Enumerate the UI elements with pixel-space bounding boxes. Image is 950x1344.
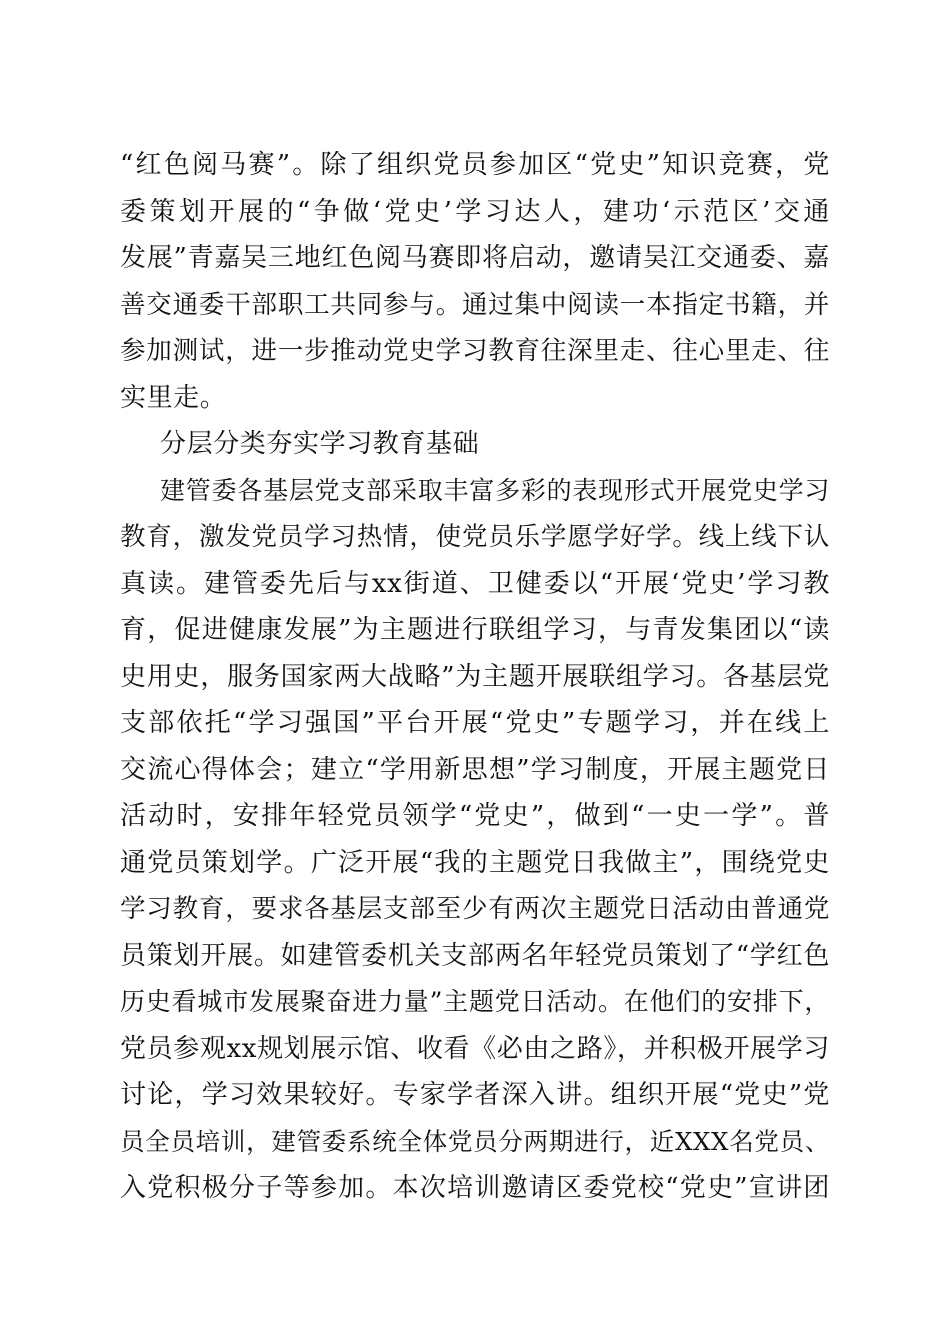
text-line: 参加测试，进一步推动党史学习教育往深里走、往心里走、往 (120, 336, 830, 366)
text-line: 活动时，安排年轻党员领学“党史”，做到“一史一学”。普 (120, 801, 830, 831)
document-body (120, 142, 830, 1212)
text-line: 建管委各基层党支部采取丰富多彩的表现形式开展党史学习 (160, 475, 830, 505)
text-line: 讨论，学习效果较好。专家学者深入讲。组织开展“党史”党 (120, 1080, 830, 1110)
text-line: 史用史，服务国家两大战略”为主题开展联组学习。各基层党 (120, 661, 830, 692)
text-line: 支部依托“学习强国”平台开展“党史”专题学习，并在线上 (120, 708, 830, 738)
text-line: 发展”青嘉吴三地红色阅马赛即将启动，邀请吴江交通委、嘉 (120, 243, 830, 273)
text-line: 员策划开展。如建管委机关支部两名年轻党员策划了“学红色 (120, 940, 830, 971)
text-line: 学习教育，要求各基层支部至少有两次主题党日活动由普通党 (120, 894, 830, 924)
text-line: 善交通委干部职工共同参与。通过集中阅读一本指定书籍，并 (120, 289, 830, 320)
text-line: 入党积极分子等参加。本次培训邀请区委党校“党史”宣讲团 (120, 1173, 830, 1203)
text-line: “红色阅马赛”。除了组织党员参加区“党史”知识竞赛，党 (120, 150, 830, 180)
text-line: 教育，激发党员学习热情，使党员乐学愿学好学。线上线下认 (120, 522, 830, 552)
text-line: 委策划开展的“争做‘党史’学习达人，建功‘示范区’交通 (120, 196, 830, 227)
text-line: 实里走。 (120, 382, 227, 413)
text-line: 党员参观xx规划展示馆、收看《必由之路》，并积极开展学习 (120, 1033, 830, 1064)
text-line: 通党员策划学。广泛开展“我的主题党日我做主”，围绕党史 (120, 847, 830, 878)
text-line: 员全员培训，建管委系统全体党员分两期进行，近XXX名党员、 (120, 1126, 830, 1156)
text-line: 育，促进健康发展”为主题进行联组学习，与青发集团以“读 (120, 615, 830, 645)
text-line: 真读。建管委先后与xx街道、卫健委以“开展‘党史’学习教 (120, 568, 830, 599)
text-line: 历史看城市发展聚奋进力量”主题党日活动。在他们的安排下， (120, 987, 830, 1016)
section-heading: 分层分类夯实学习教育基础 (160, 429, 480, 459)
text-line: 交流心得体会；建立“学用新思想”学习制度，开展主题党日 (120, 754, 830, 785)
